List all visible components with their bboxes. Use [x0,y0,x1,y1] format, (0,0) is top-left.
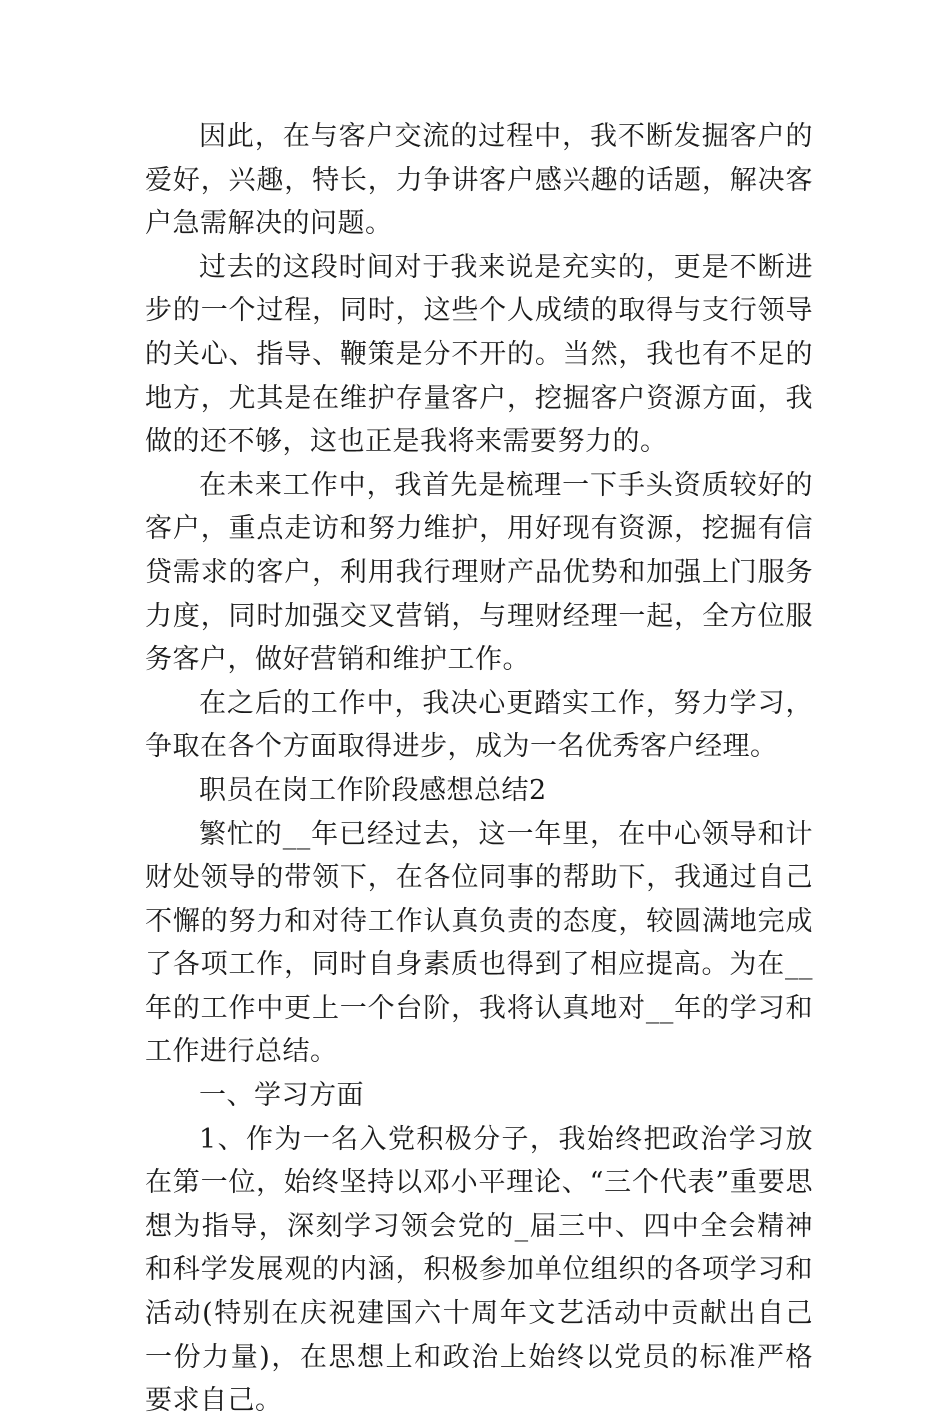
paragraph: 1、作为一名入党积极分子，我始终把政治学习放在第一位，始终坚持以邓小平理论、“三个代表”重要思想为指导，深刻学习领会党的_届三中、四中全会精神和科学发展观的内涵，积极参加单位组织的各项学习和活动(特别在庆祝建国六十周年文艺活动中贡献出自己一份力量)，在思想上和政治上始终以党员的标准严格要求自己。 [145,1123,813,1417]
paragraph: 在未来工作中，我首先是梳理一下手头资质较好的客户，重点走访和努力维护，用好现有资源，挖掘有信贷需求的客户，利用我行理财产品优势和加强上门服务力度，同时加强交叉营销，与理财经理一起，全方位服务客户，做好营销和维护工作。 [145,469,813,676]
section-heading: 一、学习方面 [199,1080,364,1112]
paragraph: 过去的这段时间对于我来说是充实的，更是不断进步的一个过程，同时，这些个人成绩的取得与支行领导的关心、指导、鞭策是分不开的。当然，我也有不足的地方，尤其是在维护存量客户，挖掘客户资源方面，我做的还不够，这也正是我将来需要努力的。 [145,251,813,458]
section-title: 职员在岗工作阶段感想总结2 [199,774,547,806]
paragraph: 繁忙的__年已经过去，这一年里，在中心领导和计财处领导的带领下，在各位同事的帮助下，我通过自己不懈的努力和对待工作认真负责的态度，较圆满地完成了各项工作，同时自身素质也得到了相应提高。为在__年的工作中更上一个台阶，我将认真地对__年的学习和工作进行总结。 [145,818,813,1068]
paragraph: 因此，在与客户交流的过程中，我不断发掘客户的爱好，兴趣，特长，力争讲客户感兴趣的话题，解决客户急需解决的问题。 [145,121,813,240]
paragraph: 在之后的工作中，我决心更踏实工作，努力学习，争取在各个方面取得进步，成为一名优秀客户经理。 [145,687,813,763]
document-body [145,115,813,1423]
